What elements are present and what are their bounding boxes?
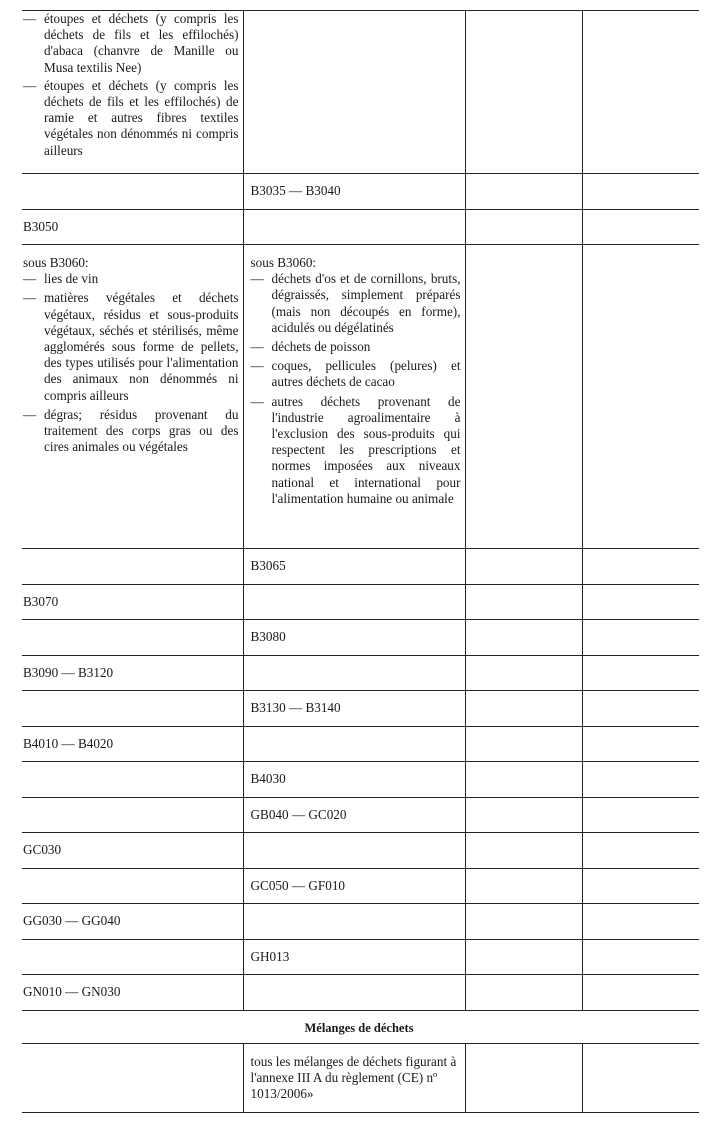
table-row — [22, 655, 699, 691]
cell-col4 — [582, 868, 699, 904]
cell-col4 — [582, 975, 699, 1011]
section-heading: Mélanges de déchets — [22, 1010, 699, 1043]
waste-code: GC030 — [23, 842, 62, 857]
cell-col2 — [243, 833, 465, 869]
cell-col3 — [465, 11, 582, 174]
waste-code: B3050 — [23, 218, 59, 234]
cell-col3 — [465, 1043, 582, 1112]
table-row — [22, 549, 699, 585]
cell-col4 — [582, 833, 699, 869]
cell-col1 — [22, 174, 243, 210]
waste-code: GG030 — GG040 — [23, 913, 121, 928]
cell-col3 — [465, 762, 582, 798]
cell-col2 — [243, 691, 465, 727]
list-item: — coques, pellicules (pelures) et autres déchets de cacao — [251, 358, 461, 390]
cell-col1 — [22, 1043, 243, 1112]
cell-col3 — [465, 174, 582, 210]
cell-col2 — [243, 584, 465, 620]
waste-classification-table — [22, 10, 699, 1113]
table-row — [22, 584, 699, 620]
cell-col1 — [22, 762, 243, 798]
list-item: — étoupes et déchets (y compris les déchets de fils et les effilochés) de ramie et autres fibres textiles végétales non dénommés ni compris ailleurs — [23, 78, 239, 159]
cell-col3 — [465, 939, 582, 975]
waste-code: B4030 — [250, 771, 286, 786]
cell-col4 — [582, 549, 699, 585]
cell-col3 — [465, 209, 582, 245]
dash-list — [251, 271, 461, 507]
cell-col4 — [582, 209, 699, 245]
cell-col4 — [582, 762, 699, 798]
table-row — [22, 939, 699, 975]
cell-col2 — [243, 797, 465, 833]
cell-col3 — [465, 797, 582, 833]
table-row — [22, 1043, 699, 1112]
waste-code: GH013 — [250, 948, 290, 964]
table-row — [22, 620, 699, 656]
cell-col1 — [22, 939, 243, 975]
cell-col1 — [22, 726, 243, 762]
table-row — [22, 245, 699, 549]
cell-col4 — [582, 904, 699, 940]
cell-col4 — [582, 797, 699, 833]
table-row — [22, 975, 699, 1011]
cell-col4 — [582, 1043, 699, 1112]
table-row — [22, 726, 699, 762]
waste-code: GC050 — GF010 — [250, 877, 346, 893]
table-row — [22, 797, 699, 833]
cell-col2 — [243, 1043, 465, 1112]
list-item: — déchets d'os et de cornillons, bruts, dégraissés, simplement préparés (mais non découpés en forme), acidulés ou dégélatinés — [251, 271, 461, 336]
cell-col1 — [22, 209, 243, 245]
cell-col3 — [465, 691, 582, 727]
table-row — [22, 833, 699, 869]
cell-col1 — [22, 549, 243, 585]
waste-code: B3090 — B3120 — [23, 664, 114, 680]
list-item: — étoupes et déchets (y compris les déchets de fils et les effilochés) d'abaca (chanvre de Manille ou Musa textilis Nee) — [23, 11, 239, 76]
cell-col4 — [582, 939, 699, 975]
cell-col1 — [22, 245, 243, 549]
cell-col3 — [465, 904, 582, 940]
table-row — [22, 868, 699, 904]
dash-list — [23, 271, 239, 455]
section-heading-row — [22, 1010, 699, 1043]
list-item: — autres déchets provenant de l'industrie agroalimentaire à l'exclusion des sous-produits qui respectent les prescriptions et normes imposées aux niveaux national et international pour l'alimentation humaine ou animale — [251, 394, 461, 507]
cell-col2 — [243, 904, 465, 940]
waste-code: GN010 — GN030 — [23, 984, 121, 999]
cell-col4 — [582, 726, 699, 762]
table-row — [22, 209, 699, 245]
cell-col2 — [243, 549, 465, 585]
waste-code: B4010 — B4020 — [23, 735, 114, 751]
table-row — [22, 762, 699, 798]
waste-code: B3035 — B3040 — [250, 183, 341, 198]
table-row — [22, 11, 699, 174]
cell-col3 — [465, 833, 582, 869]
cell-col2 — [243, 655, 465, 691]
cell-col4 — [582, 655, 699, 691]
cell-col3 — [465, 245, 582, 549]
cell-col1 — [22, 975, 243, 1011]
cell-col3 — [465, 868, 582, 904]
table-row — [22, 174, 699, 210]
mixture-description: tous les mélanges de déchets figurant à l'annexe III A du règlement (CE) nº 1013/2006» — [250, 1053, 457, 1101]
cell-col2 — [243, 620, 465, 656]
cell-col2 — [243, 762, 465, 798]
cell-col2 — [243, 868, 465, 904]
cell-col2 — [243, 174, 465, 210]
cell-col3 — [465, 620, 582, 656]
waste-code: B3080 — [250, 629, 286, 644]
cell-col1 — [22, 11, 243, 174]
cell-col1 — [22, 691, 243, 727]
cell-col3 — [465, 726, 582, 762]
cell-col1 — [22, 655, 243, 691]
cell-col2 — [243, 245, 465, 549]
cell-col1 — [22, 868, 243, 904]
list-lead: sous B3060: — [23, 255, 89, 270]
cell-col4 — [582, 584, 699, 620]
waste-code: B3130 — B3140 — [250, 700, 341, 715]
list-item: — lies de vin — [23, 271, 239, 287]
cell-col2 — [243, 209, 465, 245]
dash-list — [23, 11, 239, 159]
waste-code: B3070 — [23, 593, 59, 609]
table-row — [22, 691, 699, 727]
cell-col4 — [582, 174, 699, 210]
list-lead: sous B3060: — [250, 255, 317, 270]
cell-col2 — [243, 975, 465, 1011]
cell-col1 — [22, 584, 243, 620]
cell-col2 — [243, 726, 465, 762]
cell-col4 — [582, 245, 699, 549]
cell-col4 — [582, 620, 699, 656]
waste-code: B3065 — [250, 558, 286, 573]
list-item: — matières végétales et déchets végétaux, résidus et sous-produits végétaux, séchés et stérilisés, même agglomérés sous forme de pellets, des types utilisés pour l'alimentation des animaux non dénommés ni compris ailleurs — [23, 290, 239, 403]
cell-col3 — [465, 655, 582, 691]
cell-col2 — [243, 11, 465, 174]
cell-col2 — [243, 939, 465, 975]
cell-col3 — [465, 975, 582, 1011]
list-item: — déchets de poisson — [251, 339, 461, 355]
list-item: — dégras; résidus provenant du traitement des corps gras ou des cires animales ou végétales — [23, 407, 239, 456]
cell-col1 — [22, 833, 243, 869]
waste-code: GB040 — GC020 — [250, 806, 347, 822]
cell-col1 — [22, 797, 243, 833]
cell-col1 — [22, 620, 243, 656]
cell-col4 — [582, 691, 699, 727]
table-row — [22, 904, 699, 940]
cell-col3 — [465, 549, 582, 585]
cell-col1 — [22, 904, 243, 940]
cell-col3 — [465, 584, 582, 620]
cell-col4 — [582, 11, 699, 174]
